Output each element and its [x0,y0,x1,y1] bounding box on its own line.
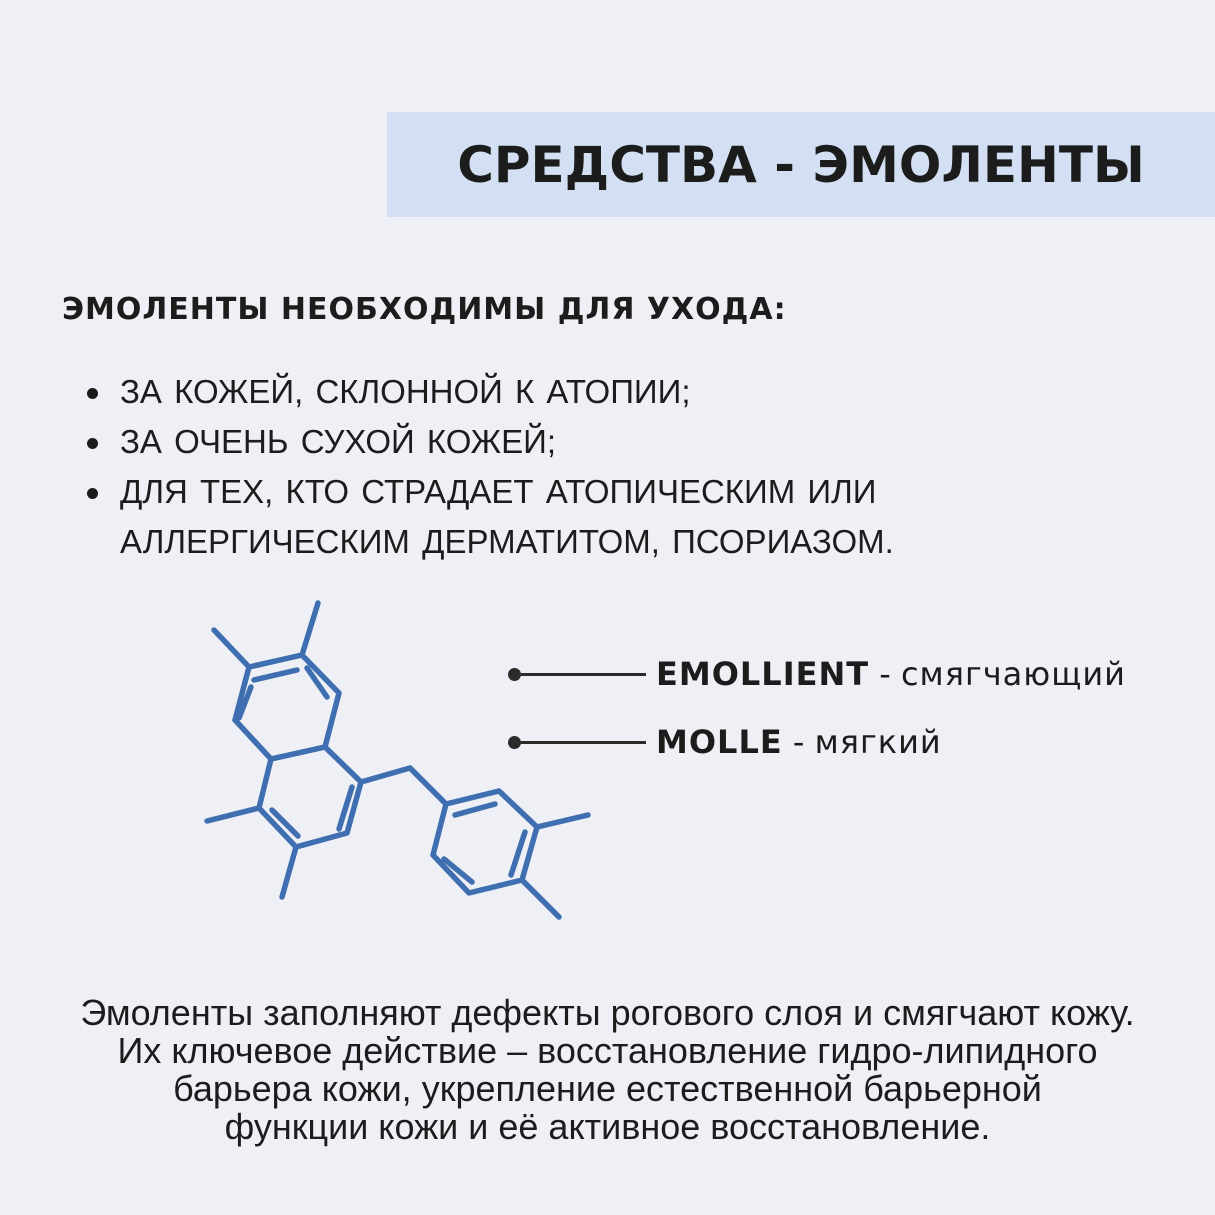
page-title: СРЕДСТВА - ЭМОЛЕНТЫ [457,135,1145,194]
connector-line [521,673,646,676]
term-meaning: мягкий [814,723,942,761]
list-item-text: ЗА ОЧЕНЬ СУХОЙ КОЖЕЙ; [120,423,557,460]
term-emollient [508,655,1126,693]
connector-line [521,741,646,744]
connector-dot-icon [508,668,521,681]
term-word: MOLLE [656,723,783,761]
section-subheading: ЭМОЛЕНТЫ НЕОБХОДИМЫ ДЛЯ УХОДА: [62,292,787,327]
term-word: EMOLLIENT [656,655,870,693]
footer-line: барьера кожи, укрепление естественной барьерной [173,1068,1042,1109]
list-item-text: ДЛЯ ТЕХ, КТО СТРАДАЕТ АТОПИЧЕСКИМ ИЛИ АЛЛЕРГИЧЕСКИМ ДЕРМАТИТОМ, ПСОРИАЗОМ. [120,473,894,560]
footer-paragraph [40,994,1175,1146]
term-separator: - [869,655,901,693]
term-meaning: смягчающий [900,655,1126,693]
footer-line: функции кожи и её активное восстановление. [224,1106,991,1147]
footer-line: Их ключевое действие – восстановление гидро-липидного [117,1030,1098,1071]
list-item-text: ЗА КОЖЕЙ, СКЛОННОЙ К АТОПИИ; [120,373,691,410]
term-separator: - [782,723,815,761]
connector-dot-icon [508,736,521,749]
footer-line: Эмоленты заполняют дефекты рогового слоя и смягчают кожу. [80,992,1135,1033]
term-molle [508,723,942,761]
